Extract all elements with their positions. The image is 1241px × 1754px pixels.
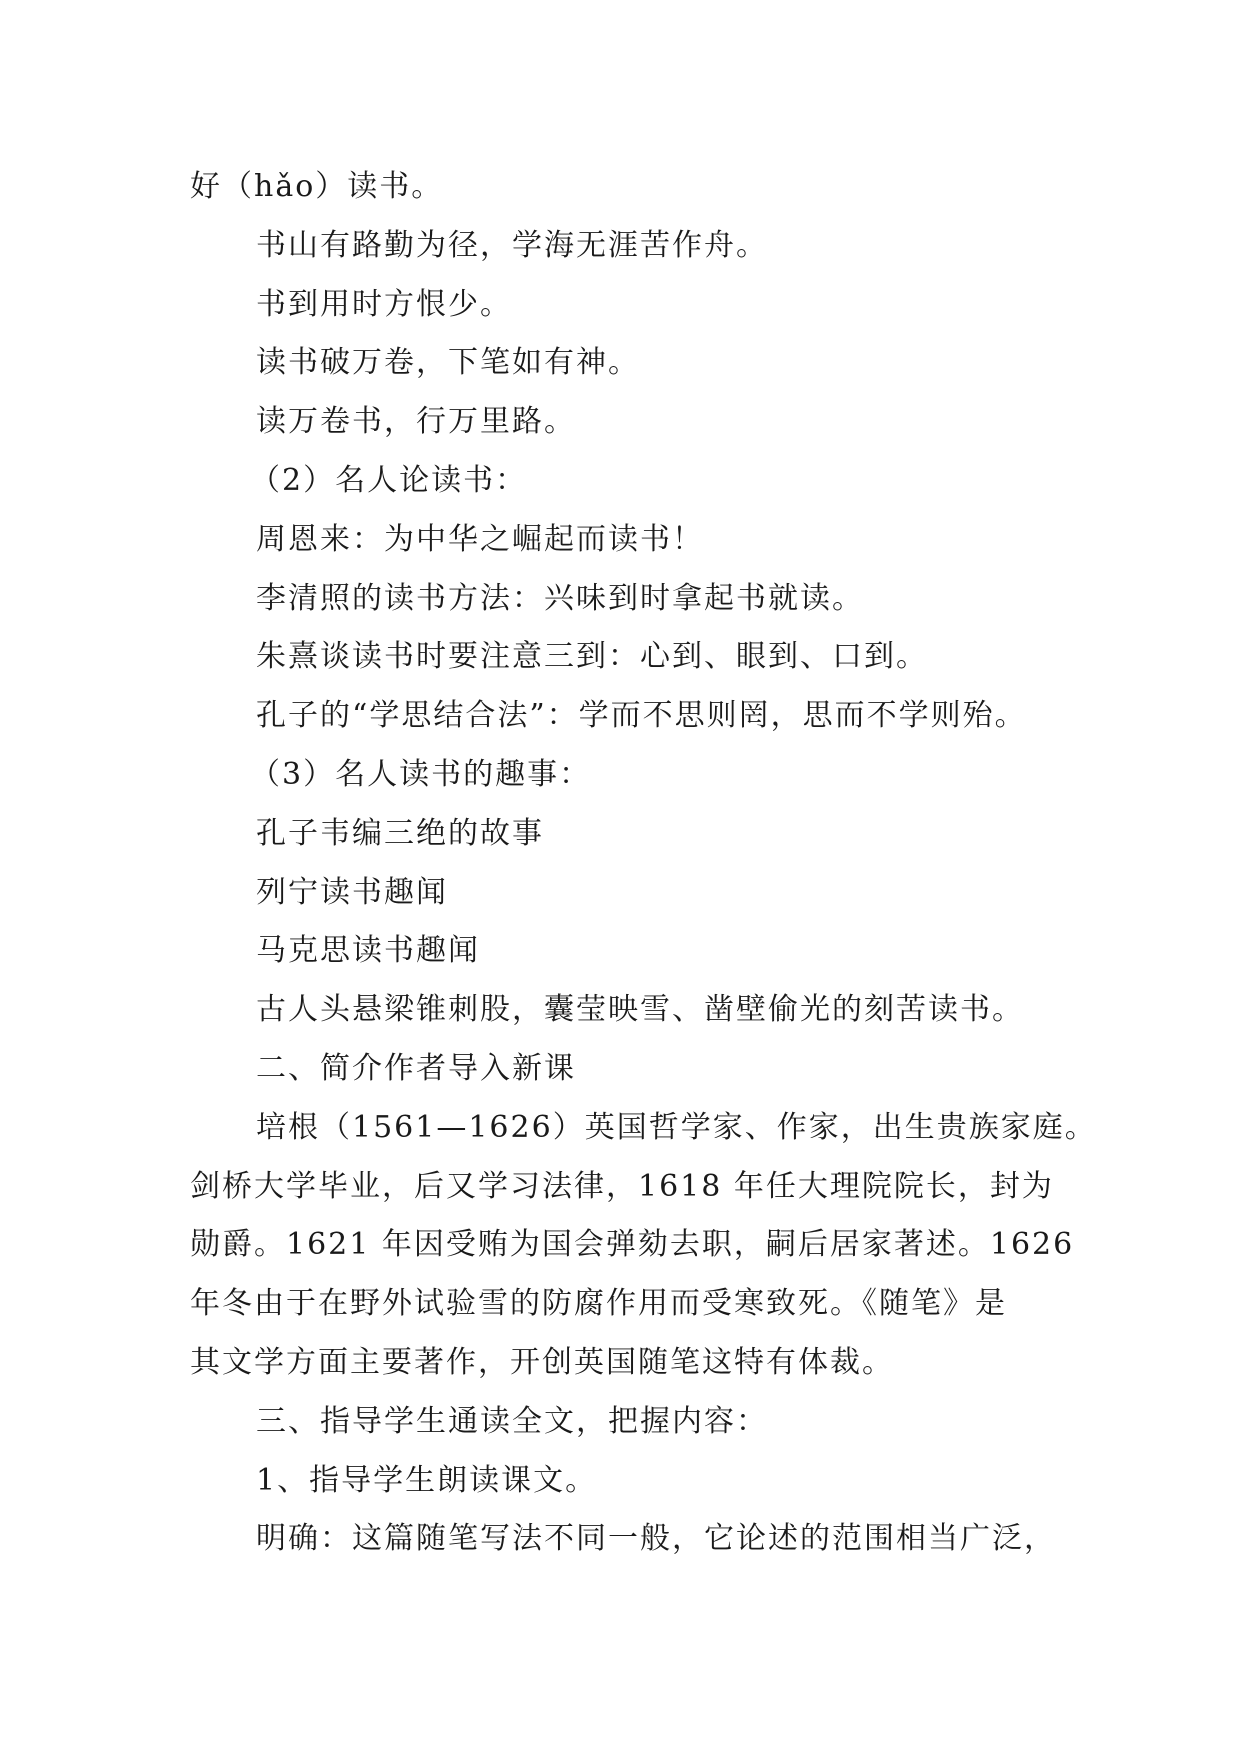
paragraph-line: 勋爵。1621 年因受贿为国会弹劾去职，嗣后居家著述。1626: [190, 1227, 1075, 1263]
paragraph-line: 年冬由于在野外试验雪的防腐作用而受寒致死。《随笔》是: [190, 1286, 1007, 1322]
paragraph-line: 其文学方面主要著作，开创英国随笔这特有体裁。: [190, 1344, 894, 1380]
text-line: 周恩来：为中华之崛起而读书！: [256, 521, 704, 557]
text-line: 明确：这篇随笔写法不同一般，它论述的范围相当广泛，: [256, 1521, 1056, 1557]
section-heading: 三、指导学生通读全文，把握内容：: [256, 1403, 768, 1439]
text-line: 读书破万卷，下笔如有神。: [256, 345, 640, 381]
text-line: 李清照的读书方法：兴味到时拿起书就读。: [256, 580, 864, 616]
text-line: 孔子的“学思结合法”：学而不思则罔，思而不学则殆。: [256, 698, 1027, 734]
section-heading: 二、简介作者导入新课: [256, 1050, 576, 1086]
text-line: 1、指导学生朗读课文。: [256, 1462, 598, 1498]
text-line: 书山有路勤为径，学海无涯苦作舟。: [256, 227, 768, 263]
text-line: 朱熹谈读书时要注意三到：心到、眼到、口到。: [256, 639, 928, 675]
text-line: 列宁读书趣闻: [256, 874, 448, 910]
text-line: 好（hǎo）读书。: [190, 169, 444, 204]
document-body: [190, 158, 1097, 1569]
text-line: 马克思读书趣闻: [256, 933, 480, 969]
text-line: 书到用时方恨少。: [256, 286, 512, 322]
text-line: 孔子韦编三绝的故事: [256, 815, 544, 851]
text-line: 读万卷书，行万里路。: [256, 404, 576, 440]
paragraph-line: 培根（1561—1626）英国哲学家、作家，出生贵族家庭。: [256, 1109, 1097, 1145]
paragraph-line: 剑桥大学毕业，后又学习法律，1618 年任大理院院长，封为: [190, 1168, 1054, 1204]
text-line: 古人头悬梁锥刺股，囊莹映雪、凿壁偷光的刻苦读书。: [256, 992, 1024, 1028]
section-heading: （2）名人论读书：: [250, 462, 528, 498]
section-heading: （3）名人读书的趣事：: [250, 756, 592, 792]
